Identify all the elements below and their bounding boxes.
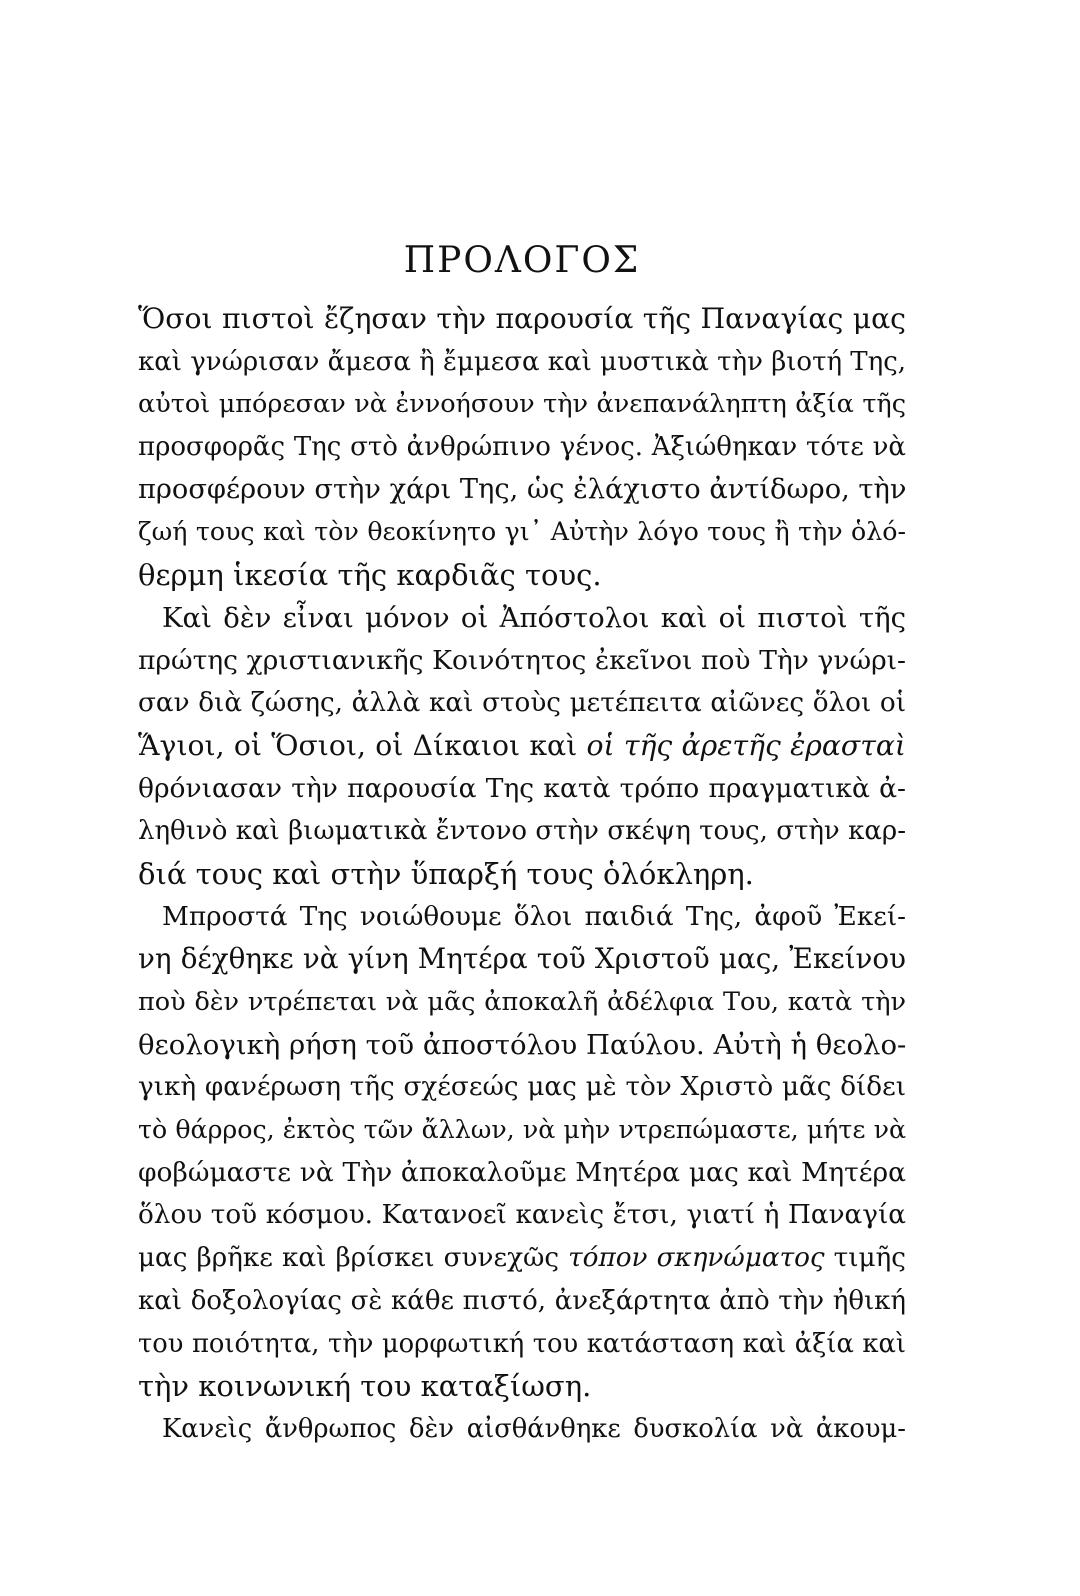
line-text-start: μας βρῆκε καὶ βρίσκει συνεχῶς xyxy=(138,1243,569,1274)
text-line: σαν διὰ ζώσης, ἀλλὰ καὶ στοὺς μετέπειτα αἰῶνες ὅλοι οἱ xyxy=(138,688,906,719)
text-line: τὸ θάρρος, ἐκτὸς τῶν ἄλλων, νὰ μὴν ντρεπώμαστε, μήτε νὰ xyxy=(138,1115,906,1145)
text-line: προσφορᾶς Της στὸ ἀνθρώπινο γένος. Ἀξιώθηκαν τότε νὰ xyxy=(138,432,906,463)
text-line: αὐτοὶ μπόρεσαν νὰ ἐννοήσουν τὴν ἀνεπανάληπτη ἀξία τῆς xyxy=(138,389,906,420)
text-line: θρόνιασαν τὴν παρουσία Της κατὰ τρόπο πραγματικὰ ἀ- xyxy=(138,772,906,804)
italic-phrase: οἱ τῆς ἀρετῆς ἐρασταὶ xyxy=(586,728,906,762)
book-page xyxy=(138,238,906,1451)
text-line-with-italic xyxy=(138,725,906,768)
text-line: Κανεὶς ἄνθρωπος δὲν αἰσθάνθηκε δυσκολία νὰ ἀκουμ- xyxy=(162,1413,906,1444)
text-line: ποὺ δὲν ντρέπεται νὰ μᾶς ἀποκαλῆ ἀδέλφια Του, κατὰ τὴν xyxy=(138,987,906,1017)
text-line: καὶ δοξολογίας σὲ κάθε πιστό, ἀνεξάρτητα ἀπὸ τὴν ἠθική xyxy=(138,1285,906,1316)
text-line: ζωή τους καὶ τὸν θεοκίνητο γι᾽ Αὐτὴν λόγο τους ἢ τὴν ὁλό- xyxy=(138,517,906,547)
text-line: διά τους καὶ στὴν ὕπαρξή τους ὁλόκληρη. xyxy=(138,856,754,891)
text-line: του ποιότητα, τὴν μορφωτική του κατάσταση καὶ ἀξία καὶ xyxy=(138,1328,906,1359)
text-line: ὅλου τοῦ κόσμου. Κατανοεῖ κανεὶς ἔτσι, γιατί ἡ Παναγία xyxy=(138,1200,906,1231)
text-line: Καὶ δὲν εἶναι μόνον οἱ Ἀπόστολοι καὶ οἱ πιστοὶ τῆς xyxy=(162,601,906,634)
text-line: νη δέχθηκε νὰ γίνη Μητέρα τοῦ Χριστοῦ μας, Ἐκείνου xyxy=(138,942,906,976)
text-line: γικὴ φανέρωση τῆς σχέσεώς μας μὲ τὸν Χριστὸ μᾶς δίδει xyxy=(138,1072,906,1103)
text-line-with-italic xyxy=(138,1237,906,1280)
text-line: τὴν κοινωνική του καταξίωση. xyxy=(138,1369,592,1404)
text-line: Μπροστά Της νοιώθουμε ὅλοι παιδιά Της, ἀφοῦ Ἐκεί- xyxy=(162,901,906,932)
text-line: φοβώμαστε νὰ Τὴν ἀποκαλοῦμε Μητέρα μας καὶ Μητέρα xyxy=(138,1156,906,1188)
text-line: πρώτης χριστιανικῆς Κοινότητος ἐκεῖνοι ποὺ Τὴν γνώρι- xyxy=(138,644,906,676)
line-text-end: τιμῆς xyxy=(824,1243,906,1274)
text-line: θεολογικὴ ρήση τοῦ ἀποστόλου Παύλου. Αὐτὴ ἡ θεολο- xyxy=(138,1028,907,1061)
page-title: ΠΡΟΛΟΓΟΣ xyxy=(403,240,641,281)
text-line: προσφέρουν στὴν χάρι Της, ὡς ἐλάχιστο ἀντίδωρο, τὴν xyxy=(138,473,907,505)
text-line: Ὅσοι πιστοὶ ἔζησαν τὴν παρουσία τῆς Παναγίας μας xyxy=(138,302,906,335)
text-line: καὶ γνώρισαν ἄμεσα ἢ ἔμμεσα καὶ μυστικὰ τὴν βιοτή Της, xyxy=(138,346,907,377)
line-text-start: Ἅγιοι, οἱ Ὅσιοι, οἱ Δίκαιοι καὶ xyxy=(138,728,587,762)
text-line: ληθινὸ καὶ βιωματικὰ ἔντονο στὴν σκέψη τους, στὴν καρ- xyxy=(138,816,906,847)
italic-phrase: τόπον σκηνώματος xyxy=(568,1243,825,1274)
text-line: θερμη ἱκεσία τῆς καρδιᾶς τους. xyxy=(138,558,602,593)
body-text xyxy=(138,298,906,1451)
